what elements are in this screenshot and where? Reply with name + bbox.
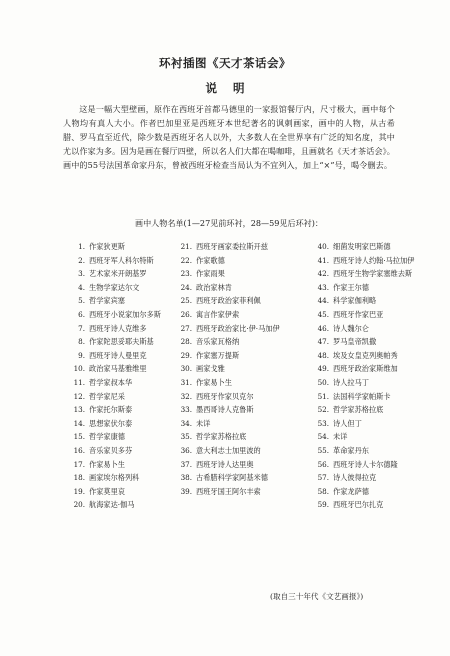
list-item-name: 哲学家宾塞	[89, 296, 125, 306]
list-item	[314, 444, 422, 458]
list-item-number: 51.	[317, 391, 329, 401]
list-item	[70, 349, 170, 363]
list-item-name: 革命家丹东	[333, 445, 369, 455]
list-item-name: 西班牙诗人达里奥	[196, 459, 254, 469]
list-item-number: 13.	[73, 405, 85, 415]
list-item-number: 3.	[78, 269, 85, 279]
list-item	[70, 390, 170, 404]
list-item-number: 53.	[317, 418, 329, 428]
list-item-name: 诗人彼得拉克	[333, 473, 377, 483]
list-item	[70, 362, 170, 376]
list-item-name: 诗人拉马丁	[333, 377, 369, 387]
list-item-name: 科学家伽利略	[333, 296, 377, 306]
list-item-number: 25.	[180, 296, 192, 306]
list-item-name: 西班牙巴尔扎克	[333, 500, 384, 510]
list-item-name: 诗人魏尔仑	[333, 323, 369, 333]
list-item-number: 26.	[180, 309, 192, 319]
list-item-number: 24.	[180, 282, 192, 292]
list-item-number: 16.	[73, 445, 85, 455]
name-column-2	[177, 240, 299, 498]
list-item-name: 生物学家达尔文	[89, 282, 140, 292]
list-item	[314, 322, 422, 336]
list-item	[314, 485, 422, 499]
list-item	[177, 294, 299, 308]
list-item-name: 政治家马基雅维里	[89, 364, 147, 374]
list-item-name: 画家戈雅	[196, 364, 225, 374]
list-item-name: 墨西哥诗人克鲁斯	[196, 405, 254, 415]
list-item-name: 作家龙萨德	[333, 486, 369, 496]
list-item	[177, 240, 299, 254]
list-item-number: 33.	[180, 405, 192, 415]
list-item	[70, 403, 170, 417]
list-item-number: 50.	[317, 377, 329, 387]
list-item-name: 未详	[333, 432, 348, 442]
list-item-number: 30.	[180, 364, 192, 374]
list-item	[70, 471, 170, 485]
list-item-number: 43.	[317, 282, 329, 292]
list-item-number: 46.	[317, 323, 329, 333]
list-item-number: 12.	[73, 391, 85, 401]
list-item	[70, 281, 170, 295]
list-item	[70, 376, 170, 390]
list-item-name: 哲学家苏格拉底	[196, 432, 247, 442]
list-item-name: 政治家林肯	[196, 282, 232, 292]
list-item	[177, 376, 299, 390]
list-item	[314, 458, 422, 472]
list-item	[70, 267, 170, 281]
list-item-number: 42.	[317, 269, 329, 279]
list-item-name: 西班牙国王阿尔丰索	[196, 486, 261, 496]
list-item	[177, 362, 299, 376]
list-item-number: 40.	[317, 242, 329, 251]
list-item	[314, 281, 422, 295]
list-item	[177, 430, 299, 444]
list-item-name: 作家狄更斯	[89, 242, 125, 251]
list-item	[177, 322, 299, 336]
list-item-number: 23.	[180, 269, 192, 279]
list-item-number: 2.	[78, 255, 85, 265]
list-item-name: 作家莫里哀	[89, 486, 125, 496]
list-item-number: 6.	[78, 309, 85, 319]
list-item-name: 古希腊科学家阿基米德	[196, 473, 268, 483]
list-item-number: 9.	[78, 350, 85, 360]
list-item	[314, 362, 422, 376]
list-item-number: 54.	[317, 432, 329, 442]
list-item-number: 1.	[78, 242, 85, 251]
list-item-name: 寓言作家伊索	[196, 309, 240, 319]
list-item	[70, 335, 170, 349]
page-title: 环衬插图《天才茶话会》	[159, 56, 291, 70]
list-item-name: 西班牙诗人约翰·马拉加伊	[333, 255, 415, 265]
list-item	[177, 417, 299, 431]
list-item	[70, 308, 170, 322]
paragraph-text: 这是一幅大型壁画，原作在西班牙首都马德里的一家报馆餐厅内，尺寸极大，画中每个人物均有真人大小。作者巴加里亚是西班牙本世纪著名的讽刺画家，画中的人物，从古希腊、罗马直至近代，除少数是西班牙名人以外，大多数人在全世界享有广泛的知名度，其中尤以作家为多。因为是画在餐厅四壁，所以名人们大都在喝咖啡，且画就名《天才茶话会》。画中的55号法国革命家丹东，曾被西班牙检查当局认为不宜列入，加上“×”号，喝令删去。	[63, 104, 395, 170]
list-item-name: 细菌发明家巴斯德	[333, 242, 391, 251]
list-item-name: 西班牙诗人曼里克	[89, 350, 147, 360]
list-item	[70, 294, 170, 308]
list-item	[314, 294, 422, 308]
list-item-name: 作家托尔斯泰	[89, 405, 133, 415]
list-item	[177, 335, 299, 349]
source-note: (取自三十年代《文艺画报》)	[270, 592, 364, 601]
list-item	[70, 485, 170, 499]
list-item-number: 20.	[73, 500, 85, 510]
list-item	[314, 376, 422, 390]
list-item	[70, 240, 170, 254]
list-item-number: 34.	[180, 418, 192, 428]
list-item-number: 45.	[317, 309, 329, 319]
list-item	[177, 349, 299, 363]
list-item-number: 4.	[78, 282, 85, 292]
list-item-name: 西班牙诗人卡尔德隆	[333, 459, 398, 469]
list-item	[314, 335, 422, 349]
section-heading: 说明	[205, 81, 261, 95]
list-item	[177, 444, 299, 458]
list-item-number: 8.	[78, 337, 85, 347]
list-item-number: 11.	[73, 377, 85, 387]
list-item-number: 58.	[317, 486, 329, 496]
list-item-name: 西班牙作家巴亚	[333, 309, 384, 319]
list-item	[314, 390, 422, 404]
list-item-name: 西班牙画家委拉斯开兹	[196, 242, 268, 251]
list-item-name: 西班牙小说家加尔多斯	[89, 309, 161, 319]
list-item-number: 38.	[180, 473, 192, 483]
list-item-name: 作家易卜生	[89, 459, 125, 469]
list-item	[314, 254, 422, 268]
list-item-name: 法国科学家帕斯卡	[333, 391, 391, 401]
list-item-name: 思想家伏尔泰	[89, 418, 133, 428]
list-item	[70, 254, 170, 268]
name-column-3	[314, 240, 422, 512]
list-item-name: 作家王尔德	[333, 282, 369, 292]
list-item	[314, 267, 422, 281]
list-item-number: 49.	[317, 364, 329, 374]
list-item-number: 28.	[180, 337, 192, 347]
list-item-number: 17.	[73, 459, 85, 469]
list-item-name: 西班牙作家贝克尔	[196, 391, 254, 401]
list-item-name: 作家陀思妥耶夫斯基	[89, 337, 154, 347]
list-item	[314, 403, 422, 417]
list-item	[314, 471, 422, 485]
list-item	[177, 390, 299, 404]
list-item-name: 西班牙生物学家塞维去斯	[333, 269, 413, 279]
list-item-number: 41.	[317, 255, 329, 265]
list-item-number: 7.	[78, 323, 85, 333]
list-item	[314, 430, 422, 444]
list-item-number: 56.	[317, 459, 329, 469]
list-item-number: 52.	[317, 405, 329, 415]
list-item-name: 哲学家苏格拉底	[333, 405, 384, 415]
list-item-name: 未详	[196, 418, 211, 428]
list-item-name: 罗马皇帝凯撒	[333, 337, 377, 347]
list-item-name: 诗人但丁	[333, 418, 362, 428]
name-list	[70, 240, 415, 590]
list-item-number: 21.	[180, 242, 192, 251]
list-item	[177, 471, 299, 485]
list-item-name: 作家易卜生	[196, 377, 232, 387]
list-item	[70, 458, 170, 472]
list-item-number: 29.	[180, 350, 192, 360]
list-item	[177, 308, 299, 322]
list-item	[177, 458, 299, 472]
list-item-name: 作家塞万提斯	[196, 350, 240, 360]
list-item	[70, 430, 170, 444]
list-item-number: 35.	[180, 432, 192, 442]
list-item	[177, 485, 299, 499]
list-item	[177, 267, 299, 281]
list-item-name: 哲学家尼采	[89, 391, 125, 401]
list-item	[70, 322, 170, 336]
list-item-name: 作家歌德	[196, 255, 225, 265]
list-item-number: 10.	[73, 364, 85, 374]
list-item-name: 艺术家米开朗基罗	[89, 269, 147, 279]
list-item-name: 航海家达·伽马	[89, 500, 135, 510]
list-item	[70, 444, 170, 458]
list-item-number: 31.	[180, 377, 192, 387]
list-item-number: 22.	[180, 255, 192, 265]
name-column-1	[70, 240, 170, 512]
list-item-name: 音乐家瓦格纳	[196, 337, 240, 347]
description-paragraph	[63, 102, 395, 172]
list-item	[314, 349, 422, 363]
list-item	[314, 308, 422, 322]
list-heading: 画中人物名单(1—27见前环衬，28—59见后环衬)：	[134, 218, 324, 228]
list-item-name: 西班牙诗人克维多	[89, 323, 147, 333]
list-item-number: 15.	[73, 432, 85, 442]
list-item	[314, 498, 422, 512]
list-item	[177, 254, 299, 268]
list-item-number: 14.	[73, 418, 85, 428]
list-item	[314, 417, 422, 431]
list-item-name: 作家雨果	[196, 269, 225, 279]
list-item-name: 意大利志士加里波的	[196, 445, 261, 455]
list-item	[70, 417, 170, 431]
list-item-name: 西班牙军人科尔特斯	[89, 255, 154, 265]
list-item-name: 哲学家康德	[89, 432, 125, 442]
list-item-number: 59.	[317, 500, 329, 510]
list-item-number: 39.	[180, 486, 192, 496]
list-item	[177, 281, 299, 295]
list-item-number: 47.	[317, 337, 329, 347]
list-item	[70, 498, 170, 512]
list-item-name: 音乐家贝多芬	[89, 445, 133, 455]
list-item-number: 5.	[78, 296, 85, 306]
list-item-name: 埃及女皇克列奥帕秀	[333, 350, 398, 360]
list-item-name: 西班牙政治家比·伊·马加伊	[196, 323, 280, 333]
list-item	[314, 240, 422, 254]
list-item-name: 西班牙政治家斯维加	[333, 364, 398, 374]
list-item-name: 西班牙政治家菲利佩	[196, 296, 261, 306]
list-item-number: 36.	[180, 445, 192, 455]
list-item-number: 19.	[73, 486, 85, 496]
list-item-number: 44.	[317, 296, 329, 306]
list-item-number: 57.	[317, 473, 329, 483]
list-item-name: 画家埃尔格列科	[89, 473, 140, 483]
list-item-number: 27.	[180, 323, 192, 333]
list-item-number: 32.	[180, 391, 192, 401]
list-item	[177, 403, 299, 417]
list-item-name: 哲学家叔本华	[89, 377, 133, 387]
list-item-number: 48.	[317, 350, 329, 360]
list-item-number: 55.	[317, 445, 329, 455]
list-item-number: 18.	[73, 473, 85, 483]
list-item-number: 37.	[180, 459, 192, 469]
